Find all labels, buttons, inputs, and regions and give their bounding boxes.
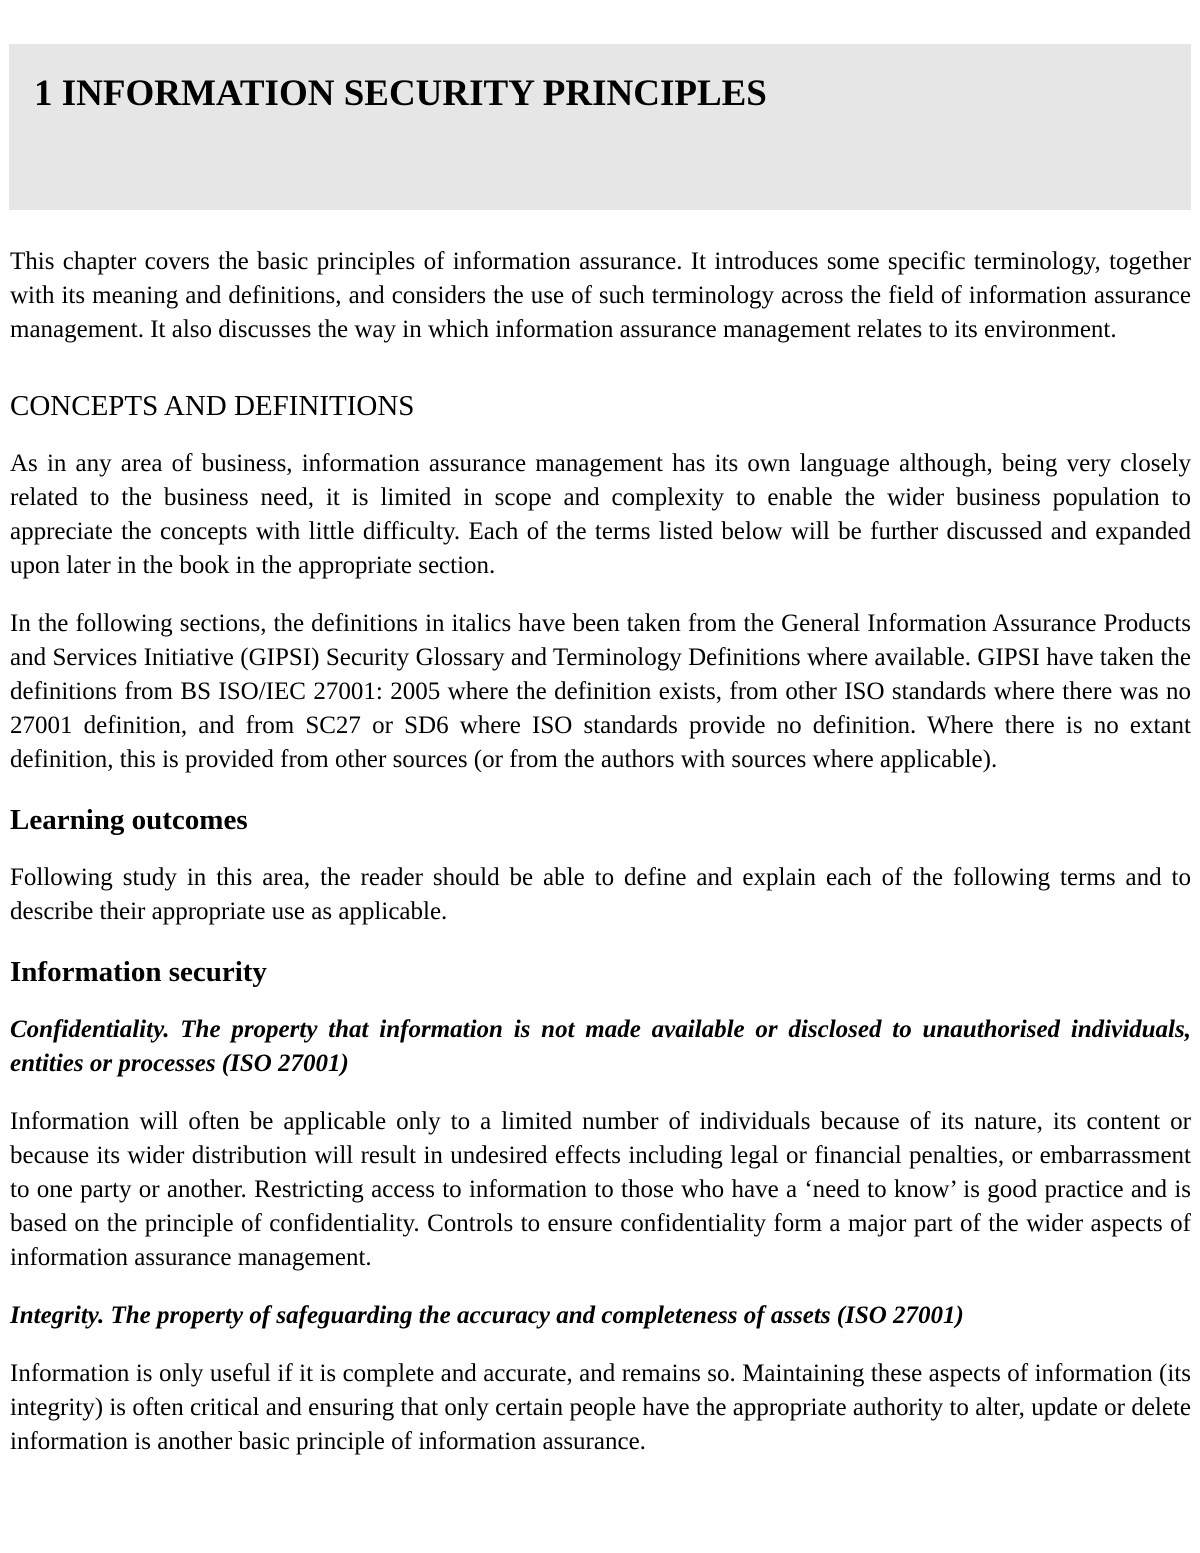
intro-paragraph: This chapter covers the basic principles of information assurance. It introduces some specific terminology, together with its meaning and definitions, and considers the use of such terminology across the field of information assurance management. It also discusses the way in which information assurance management relates to its environment. xyxy=(10,248,1191,343)
concepts-paragraph-2: In the following sections, the definitions in italics have been taken from the General Information Assurance Products and Services Initiative (GIPSI) Security Glossary and Terminology Definitions where available. GIPSI have taken the definitions from BS ISO/IEC 27001: 2005 where the definition exists, from other ISO standards where there was no 27001 definition, and from SC27 or SD6 where ISO standards provide no definition. Where there is no extant definition, this is provided from other sources (or from the authors with sources where applicable). xyxy=(10,610,1191,773)
learning-outcomes-paragraph: Following study in this area, the reader should be able to define and explain each of the following terms and to describe their appropriate use as applicable. xyxy=(10,864,1191,925)
subheading-information-security: Information security xyxy=(10,956,267,988)
subheading-learning-outcomes: Learning outcomes xyxy=(10,804,248,836)
integrity-paragraph: Information is only useful if it is complete and accurate, and remains so. Maintaining these aspects of information (its integrity) is often critical and ensuring that only certain people have the appropriate authority to alter, update or delete information is another basic principle of information assurance. xyxy=(10,1360,1191,1455)
confidentiality-paragraph: Information will often be applicable only to a limited number of individuals because of its nature, its content or because its wider distribution will result in undesired effects including legal or financial penalties, or embarrassment to one party or another. Restricting access to information to those who have a ‘need to know’ is good practice and is based on the principle of confidentiality. Controls to ensure confidentiality form a major part of the wider aspects of information assurance management. xyxy=(10,1108,1191,1271)
chapter-title: 1 INFORMATION SECURITY PRINCIPLES xyxy=(34,73,767,114)
definition-confidentiality: Confidentiality. The property that information is not made available or disclosed to unauthorised individuals, entities or processes (ISO 27001) xyxy=(10,1016,1191,1077)
document-body xyxy=(10,245,1191,1459)
section-heading-concepts: CONCEPTS AND DEFINITIONS xyxy=(10,390,415,422)
chapter-banner xyxy=(9,44,1191,210)
definition-integrity: Integrity. The property of safeguarding the accuracy and completeness of assets (ISO 27001) xyxy=(10,1302,964,1329)
concepts-paragraph-1: As in any area of business, information assurance management has its own language although, being very closely related to the business need, it is limited in scope and complexity to enable the wider business population to appreciate the concepts with little difficulty. Each of the terms listed below will be further discussed and expanded upon later in the book in the appropriate section. xyxy=(10,450,1191,579)
